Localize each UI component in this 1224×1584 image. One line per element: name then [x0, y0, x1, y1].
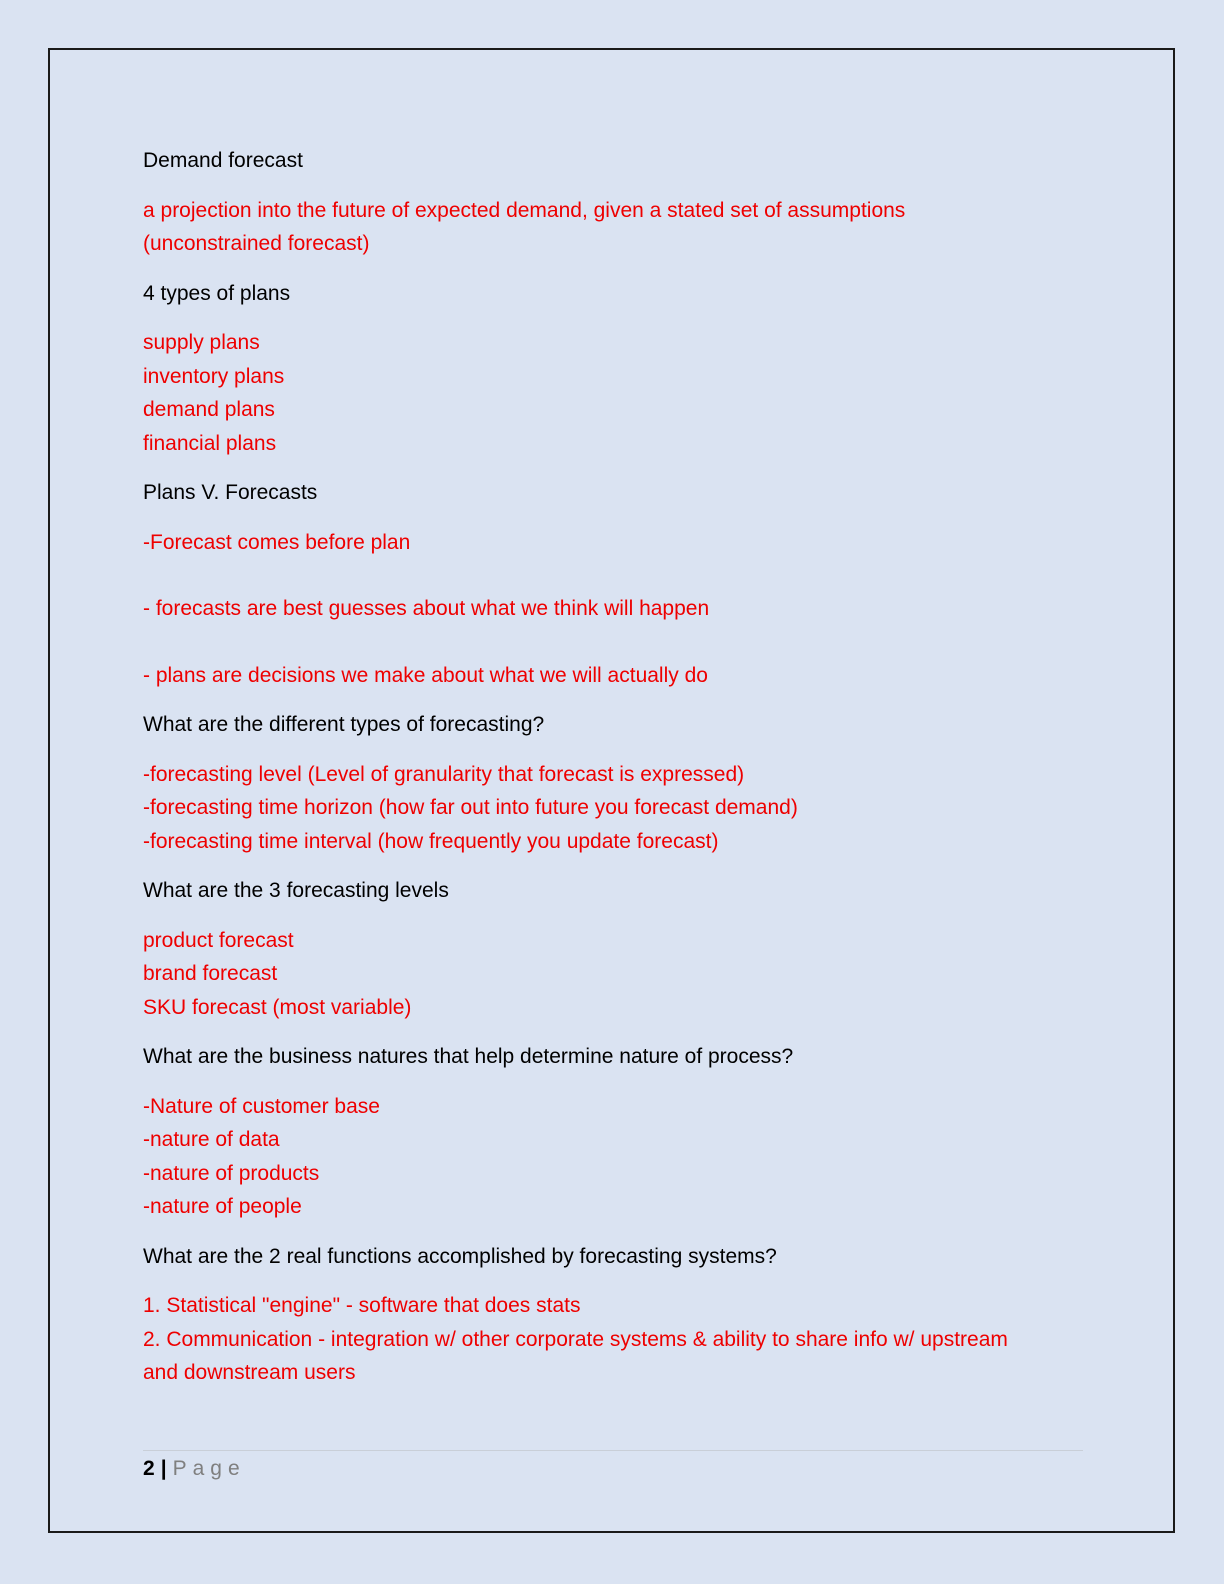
- answer-line: demand plans: [143, 398, 275, 421]
- answer-line: -Nature of customer base: [143, 1094, 380, 1118]
- answer-line: financial plans: [143, 431, 277, 455]
- answer-block: [143, 1289, 1083, 1390]
- answer-line: - forecasts are best guesses about what we think will happen: [143, 597, 710, 620]
- answer-block: [143, 758, 1083, 859]
- answer-line: 1. Statistical "engine" - software that does stats: [143, 1294, 581, 1317]
- answer-line: supply plans: [143, 331, 260, 354]
- answer-line: -forecasting level (Level of granularity that forecast is expressed): [143, 762, 745, 786]
- question-heading: 4 types of plans: [143, 281, 291, 305]
- answer-line: brand forecast: [143, 962, 278, 985]
- answer-line: - plans are decisions we make about what we will actually do: [143, 663, 708, 687]
- page-footer: [143, 1454, 246, 1484]
- document-body: [143, 144, 1083, 1406]
- answer-block: [143, 194, 1083, 261]
- answer-line: (unconstrained forecast): [143, 232, 370, 255]
- question-heading: What are the 2 real functions accomplished by forecasting systems?: [143, 1244, 777, 1268]
- page-label: Page: [172, 1457, 246, 1480]
- page-number: 2: [143, 1457, 155, 1480]
- answer-line: -nature of people: [143, 1195, 302, 1218]
- footer-separator: |: [160, 1457, 167, 1480]
- answer-line: SKU forecast (most variable): [143, 995, 412, 1019]
- question-heading: What are the business natures that help determine nature of process?: [143, 1045, 794, 1068]
- answer-line: product forecast: [143, 928, 294, 952]
- answer-line: a projection into the future of expected demand, given a stated set of assumptions: [143, 198, 906, 222]
- answer-line: -forecasting time interval (how frequently you update forecast): [143, 829, 719, 853]
- answer-line: 2. Communication - integration w/ other corporate systems & ability to share info w/ upstream: [143, 1327, 1008, 1351]
- answer-line: and downstream users: [143, 1361, 356, 1384]
- footer-divider: [143, 1450, 1083, 1451]
- answer-block: [143, 326, 1083, 460]
- answer-line: -nature of products: [143, 1161, 320, 1185]
- question-heading: What are the different types of forecasting?: [143, 713, 545, 736]
- question-heading: What are the 3 forecasting levels: [143, 879, 449, 902]
- answer-line: inventory plans: [143, 364, 285, 388]
- question-heading: Plans V. Forecasts: [143, 481, 318, 504]
- answer-line: -forecasting time horizon (how far out into future you forecast demand): [143, 796, 798, 819]
- question-heading: Demand forecast: [143, 149, 303, 172]
- answer-line: -nature of data: [143, 1128, 280, 1151]
- answer-block: [143, 1090, 1083, 1224]
- answer-line: -Forecast comes before plan: [143, 530, 411, 554]
- answer-block: [143, 526, 1083, 693]
- answer-block: [143, 924, 1083, 1025]
